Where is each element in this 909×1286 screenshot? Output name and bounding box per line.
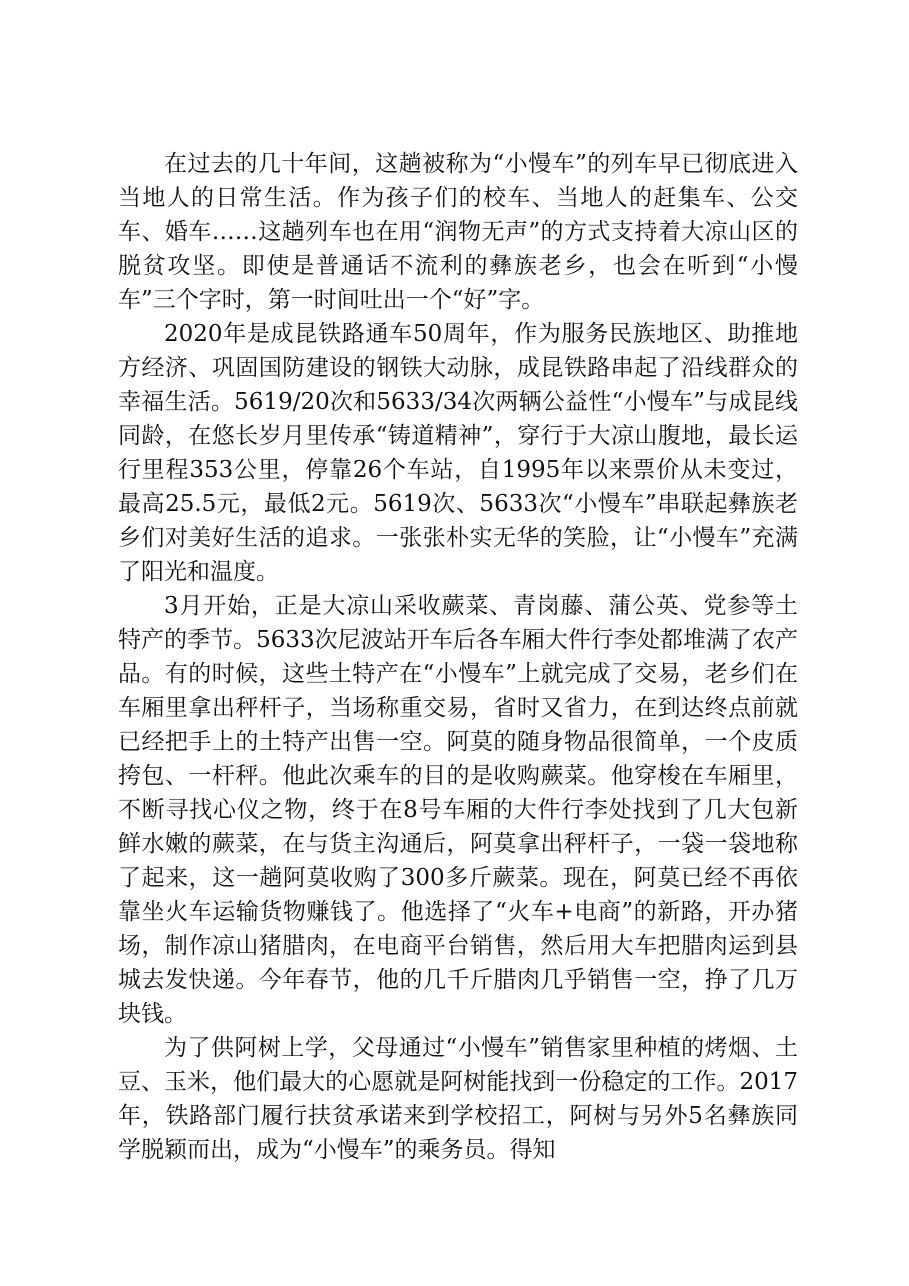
paragraph-2: 2020年是成昆铁路通车50周年，作为服务民族地区、助推地方经济、巩固国防建设的钢铁大动脉，成昆铁路串起了沿线群众的幸福生活。5619/20次和5633/34次两辆公益性“小慢车”与成昆线同龄，在悠长岁月里传承“铸道精神”，穿行于大凉山腹地，最长运行里程353公里，停靠26个车站，自1995年以来票价从未变过，最高25.5元，最低2元。5619次、5633次“小慢车”串联起彝族老乡们对美好生活的追求。一张张朴实无华的笑脸，让“小慢车”充满了阳光和温度。 [118,321,798,585]
article-body [118,147,798,1167]
paragraph-1: 在过去的几十年间，这趟被称为“小慢车”的列车早已彻底进入当地人的日常生活。作为孩子们的校车、当地人的赶集车、公交车、婚车……这趟列车也在用“润物无声”的方式支持着大凉山区的脱贫攻坚。即使是普通话不流利的彝族老乡，也会在听到“小慢车”三个字时，第一时间吐出一个“好”字。 [118,151,798,313]
paragraph-3: 3月开始，正是大凉山采收蕨菜、青岗藤、蒲公英、党参等土特产的季节。5633次尼波站开车后各车厢大件行李处都堆满了农产品。有的时候，这些土特产在“小慢车”上就完成了交易，老乡们在车厢里拿出秤杆子，当场称重交易，省时又省力，在到达终点前就已经把手上的土特产出售一空。阿莫的随身物品很简单，一个皮质挎包、一杆秤。他此次乘车的目的是收购蕨菜。他穿梭在车厢里，不断寻找心仪之物，终于在8号车厢的大件行李处找到了几大包新鲜水嫩的蕨菜，在与货主沟通后，阿莫拿出秤杆子，一袋一袋地称了起来，这一趟阿莫收购了300多斤蕨菜。现在，阿莫已经不再依靠坐火车运输货物赚钱了。他选择了“火车+电商”的新路，开办猪场，制作凉山猪腊肉，在电商平台销售，然后用大车把腊肉运到县城去发快递。今年春节，他的几千斤腊肉几乎销售一空，挣了几万块钱。 [118,593,798,1027]
paragraph-4: 为了供阿树上学，父母通过“小慢车”销售家里种植的烤烟、土豆、玉米，他们最大的心愿就是阿树能找到一份稳定的工作。2017年，铁路部门履行扶贫承诺来到学校招工，阿树与另外5名彝族同学脱颖而出，成为“小慢车”的乘务员。得知 [118,1035,798,1163]
